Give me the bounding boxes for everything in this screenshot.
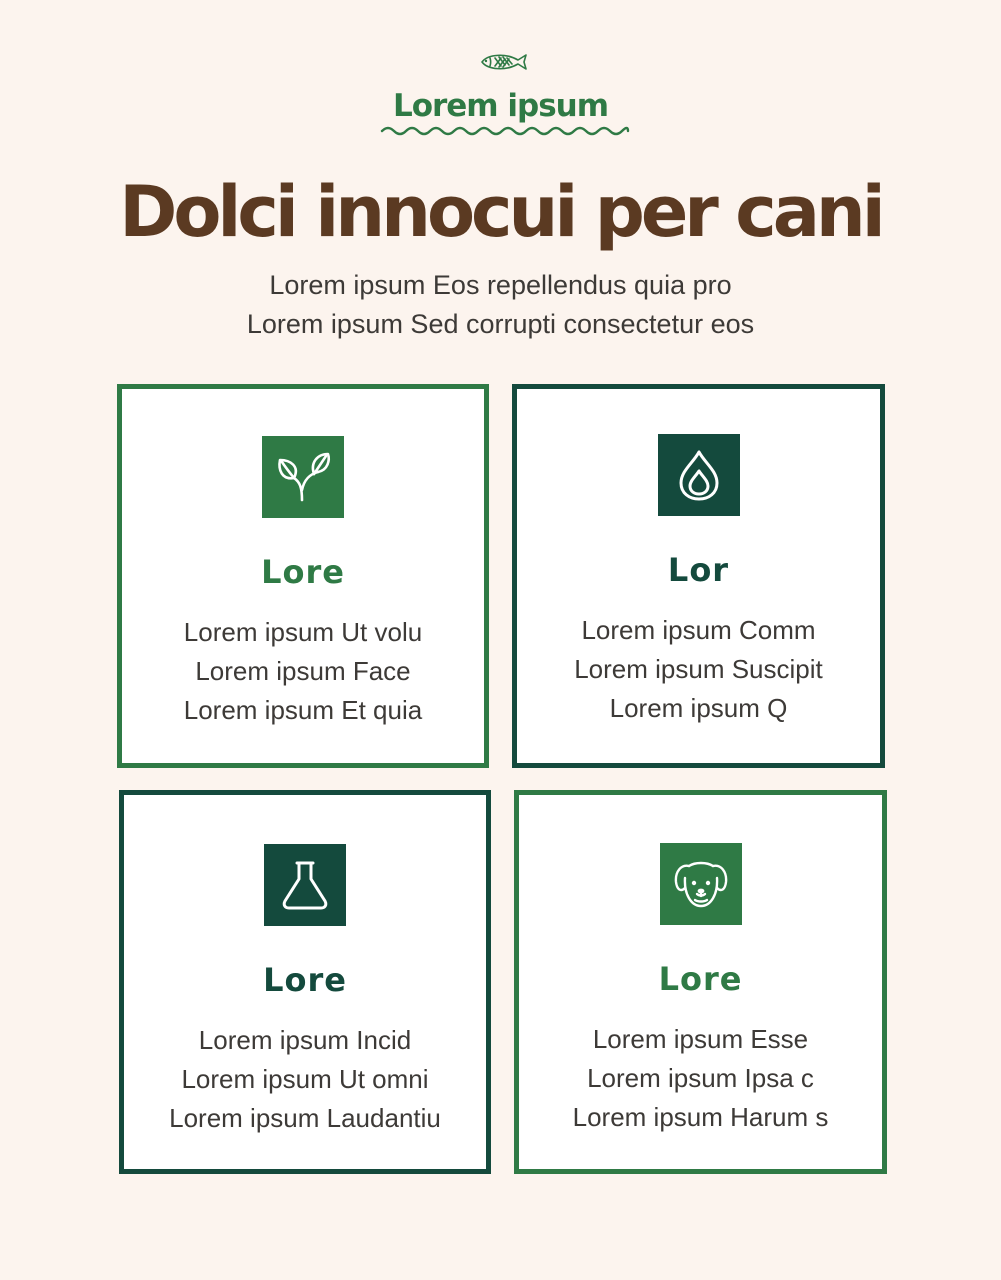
card-line: Lorem ipsum Ut omni (181, 1064, 429, 1094)
card-line: Lorem ipsum Ut volu (183, 617, 423, 647)
card-line: Lorem ipsum Suscipit (574, 654, 823, 684)
kicker-heading: Lorem ipsum (392, 88, 609, 124)
card-line: Lorem ipsum Incid (198, 1025, 412, 1055)
subtitle-line: Lorem ipsum Eos repellendus quia pro (269, 270, 732, 300)
dog-icon (660, 843, 742, 925)
feature-card-1 (117, 384, 489, 768)
card-heading: Lore (263, 961, 347, 999)
card-line: Lorem ipsum Et quia (183, 695, 423, 725)
card-line: Lorem ipsum Q (609, 693, 788, 723)
card-heading: Lore (261, 553, 345, 591)
card-line: Lorem ipsum Comm (581, 615, 816, 645)
leaf-icon (262, 436, 344, 518)
subtitle (0, 266, 1001, 344)
fish-icon (478, 50, 530, 74)
card-heading: Lor (667, 551, 730, 589)
card-heading: Lore (658, 960, 743, 998)
card-body (519, 1020, 882, 1137)
card-body (124, 1021, 486, 1138)
card-line: Lorem ipsum Laudantiu (169, 1103, 441, 1133)
card-body (122, 613, 484, 730)
card-line: Lorem ipsum Ipsa c (587, 1063, 814, 1093)
card-line: Lorem ipsum Esse (592, 1024, 809, 1054)
feature-card-4 (514, 790, 887, 1174)
wave-divider (380, 124, 630, 138)
page-title: Dolci innocui per cani (119, 171, 882, 253)
card-line: Lorem ipsum Harum s (572, 1102, 829, 1132)
card-body (517, 611, 880, 728)
drop-icon (658, 434, 740, 516)
subtitle-line: Lorem ipsum Sed corrupti consectetur eos (246, 309, 755, 339)
flask-icon (264, 844, 346, 926)
card-line: Lorem ipsum Face (195, 656, 411, 686)
feature-card-2 (512, 384, 885, 768)
feature-card-3 (119, 790, 491, 1174)
